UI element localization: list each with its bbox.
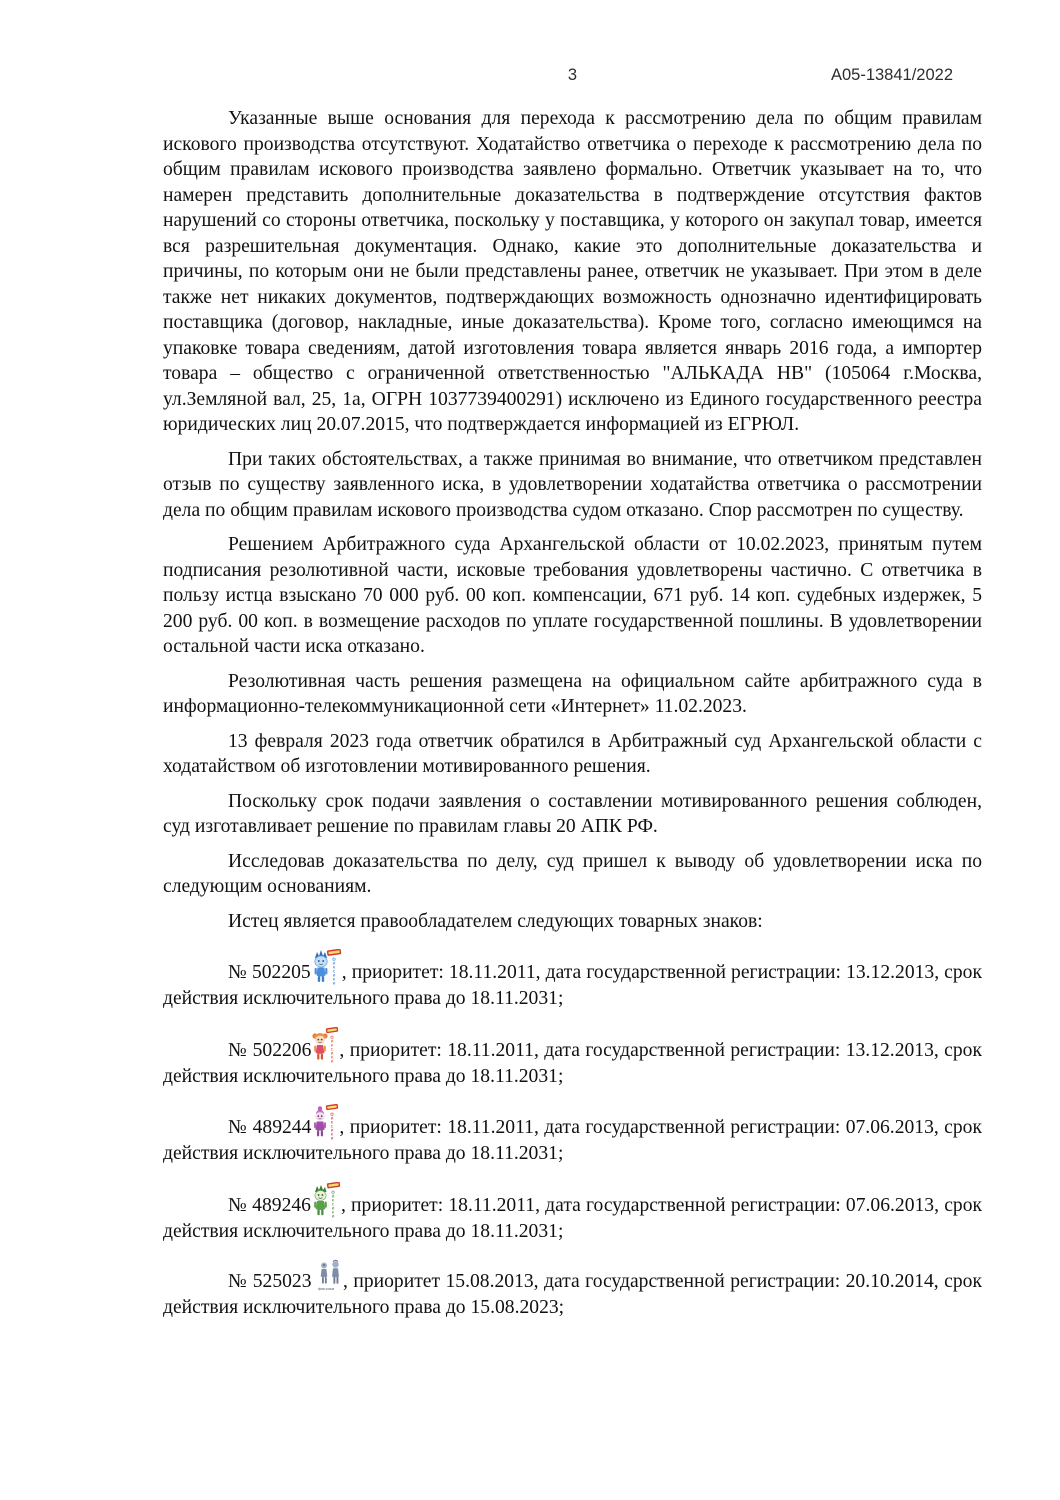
svg-text:и: и xyxy=(331,1194,335,1199)
trademark-number: № 525023 xyxy=(228,1271,317,1292)
trademark-number: № 489246 xyxy=(228,1194,311,1216)
svg-text:к: к xyxy=(332,977,336,983)
svg-text:к: к xyxy=(332,965,336,971)
trademark-details: , приоритет: 18.11.2011, дата государственной регистрации: 07.06.2013, срок действия исключительного права до 18.11.2031; xyxy=(163,1117,982,1164)
document-body xyxy=(163,106,982,1321)
trademark-entry xyxy=(163,1259,982,1321)
page-header xyxy=(163,66,982,88)
trademark-details: , приоритет: 18.11.2011, дата государственной регистрации: 13.12.2013, срок действия исключительного права до 18.11.2031; xyxy=(163,1039,982,1087)
svg-text:ф: ф xyxy=(331,1190,335,1195)
svg-text:и: и xyxy=(330,1059,334,1064)
fiksiki-simka-trademark-icon xyxy=(311,1027,339,1064)
trademark-entry xyxy=(163,1027,982,1090)
svg-text:ф: ф xyxy=(331,957,336,963)
svg-text:к: к xyxy=(331,1055,334,1060)
svg-text:и: и xyxy=(330,1051,334,1056)
svg-text:и: и xyxy=(332,961,336,967)
paragraph: 13 февраля 2023 года ответчик обратился в Арбитражный суд Архангельской области с ходатайством об изготовлении мотивированного решения. xyxy=(163,730,982,777)
trademark-number: № 489244 xyxy=(228,1117,312,1138)
svg-text:к: к xyxy=(331,1198,335,1203)
trademark-details: , приоритет 15.08.2013, дата государственной регистрации: 20.10.2014, срок действия исключительного права до 15.08.2023; xyxy=(163,1271,982,1318)
svg-text:и: и xyxy=(331,1206,335,1211)
fiksiki-masya-trademark-icon xyxy=(311,1104,339,1141)
paragraph: Поскольку срок подачи заявления о составлении мотивированного решения соблюден, суд изготавливает решение по правилам главы 20 АПК РФ. xyxy=(163,790,982,837)
svg-text:и: и xyxy=(332,973,336,979)
svg-text:и: и xyxy=(330,1039,334,1044)
trademark-entry xyxy=(163,949,982,1012)
page-number: 3 xyxy=(567,66,578,84)
fiksiki-nolik-trademark-icon xyxy=(311,949,342,986)
svg-text:и: и xyxy=(330,1116,334,1122)
paragraph: Истец является правообладателем следующих товарных знаков: xyxy=(228,910,763,932)
trademark-details: , приоритет: 18.11.2011, дата государственной регистрации: 07.06.2013, срок действия исключительного права до 18.11.2031; xyxy=(163,1194,983,1242)
svg-text:и: и xyxy=(332,981,336,986)
svg-text:ф: ф xyxy=(330,1035,335,1040)
case-number: А05-13841/2022 xyxy=(830,66,953,84)
paragraph: Указанные выше основания для перехода к рассмотрению дела по общим правилам искового производства отсутствуют. Ходатайство ответчика о переходе к рассмотрению дела по общим правилам искового производства заявлено формально. Ответчик указывает на то, что намерен представить дополнительные доказательства в подтверждение отсутствия фактов нарушений со стороны ответчика, поскольку у поставщика, у которого он закупал товар, имеется вся разрешительная документация. Однако, какие это дополнительные доказательства и причины, по которым они не были представлены ранее, ответчик не указывает. При этом в деле также нет никаких документов, подтверждающих возможность однозначно идентифицировать поставщика (договор, накладные, иные доказательства). Кроме того, согласно имеющимся на упаковке товара сведениям, датой изготовления товара является январь 2016 года, а импортер товара – общество с ограниченной ответственностью "АЛЬКАДА НВ" (105064 г.Москва, ул.Земляной вал, 25, 1а, ОГРН 1037739400291) исключено из Единого государственного реестра юридических лиц 20.07.2015, что подтверждается информацией из ЕГРЮЛ. xyxy=(163,108,982,435)
svg-text:фиксики: фиксики xyxy=(317,1287,335,1291)
trademark-entry xyxy=(163,1104,982,1167)
svg-text:ф: ф xyxy=(330,1112,335,1118)
paragraph: Резолютивная часть решения размещена на официальном сайте арбитражного суда в информационно-телекоммуникационной сети «Интернет» 11.02.2023. xyxy=(163,670,982,717)
svg-text:с: с xyxy=(331,1124,334,1130)
svg-text:к: к xyxy=(331,1043,334,1048)
svg-text:с: с xyxy=(331,1202,335,1207)
trademark-details: , приоритет: 18.11.2011, дата государственной регистрации: 13.12.2013, срок действия исключительного права до 18.11.2031; xyxy=(163,962,982,1009)
fiksiki-papus-trademark-icon xyxy=(311,1182,341,1219)
fiksiki-two-figures-trademark-icon xyxy=(317,1259,343,1295)
svg-text:с: с xyxy=(331,1047,334,1052)
trademark-entry xyxy=(163,1182,982,1245)
svg-text:с: с xyxy=(332,969,335,975)
svg-text:к: к xyxy=(331,1132,334,1138)
svg-text:и: и xyxy=(331,1214,335,1219)
paragraph: Исследовав доказательства по делу, суд пришел к выводу об удовлетворении иска по следующим основаниям. xyxy=(163,850,982,897)
svg-text:и: и xyxy=(330,1128,334,1134)
trademark-number: № 502206 xyxy=(228,1039,312,1061)
paragraph: При таких обстоятельствах, а также принимая во внимание, что ответчиком представлен отзыв по существу заявленного иска, в удовлетворении ходатайства ответчика о рассмотрении дела по общим правилам искового производства судом отказано. Спор рассмотрен по существу. xyxy=(163,448,982,521)
trademark-number: № 502205 xyxy=(228,962,311,983)
svg-text:к: к xyxy=(331,1210,335,1215)
svg-text:к: к xyxy=(331,1120,334,1126)
svg-text:и: и xyxy=(330,1136,334,1141)
paragraph: Решением Арбитражного суда Архангельской области от 10.02.2023, принятым путем подписания резолютивной части, исковые требования удовлетворены частично. С ответчика в пользу истца взыскано 70 000 руб. 00 коп. компенсации, 671 руб. 14 коп. судебных издержек, 5 200 руб. 00 коп. в возмещение расходов по уплате государственной пошлины. В удовлетворении остальной части иска отказано. xyxy=(163,534,982,657)
